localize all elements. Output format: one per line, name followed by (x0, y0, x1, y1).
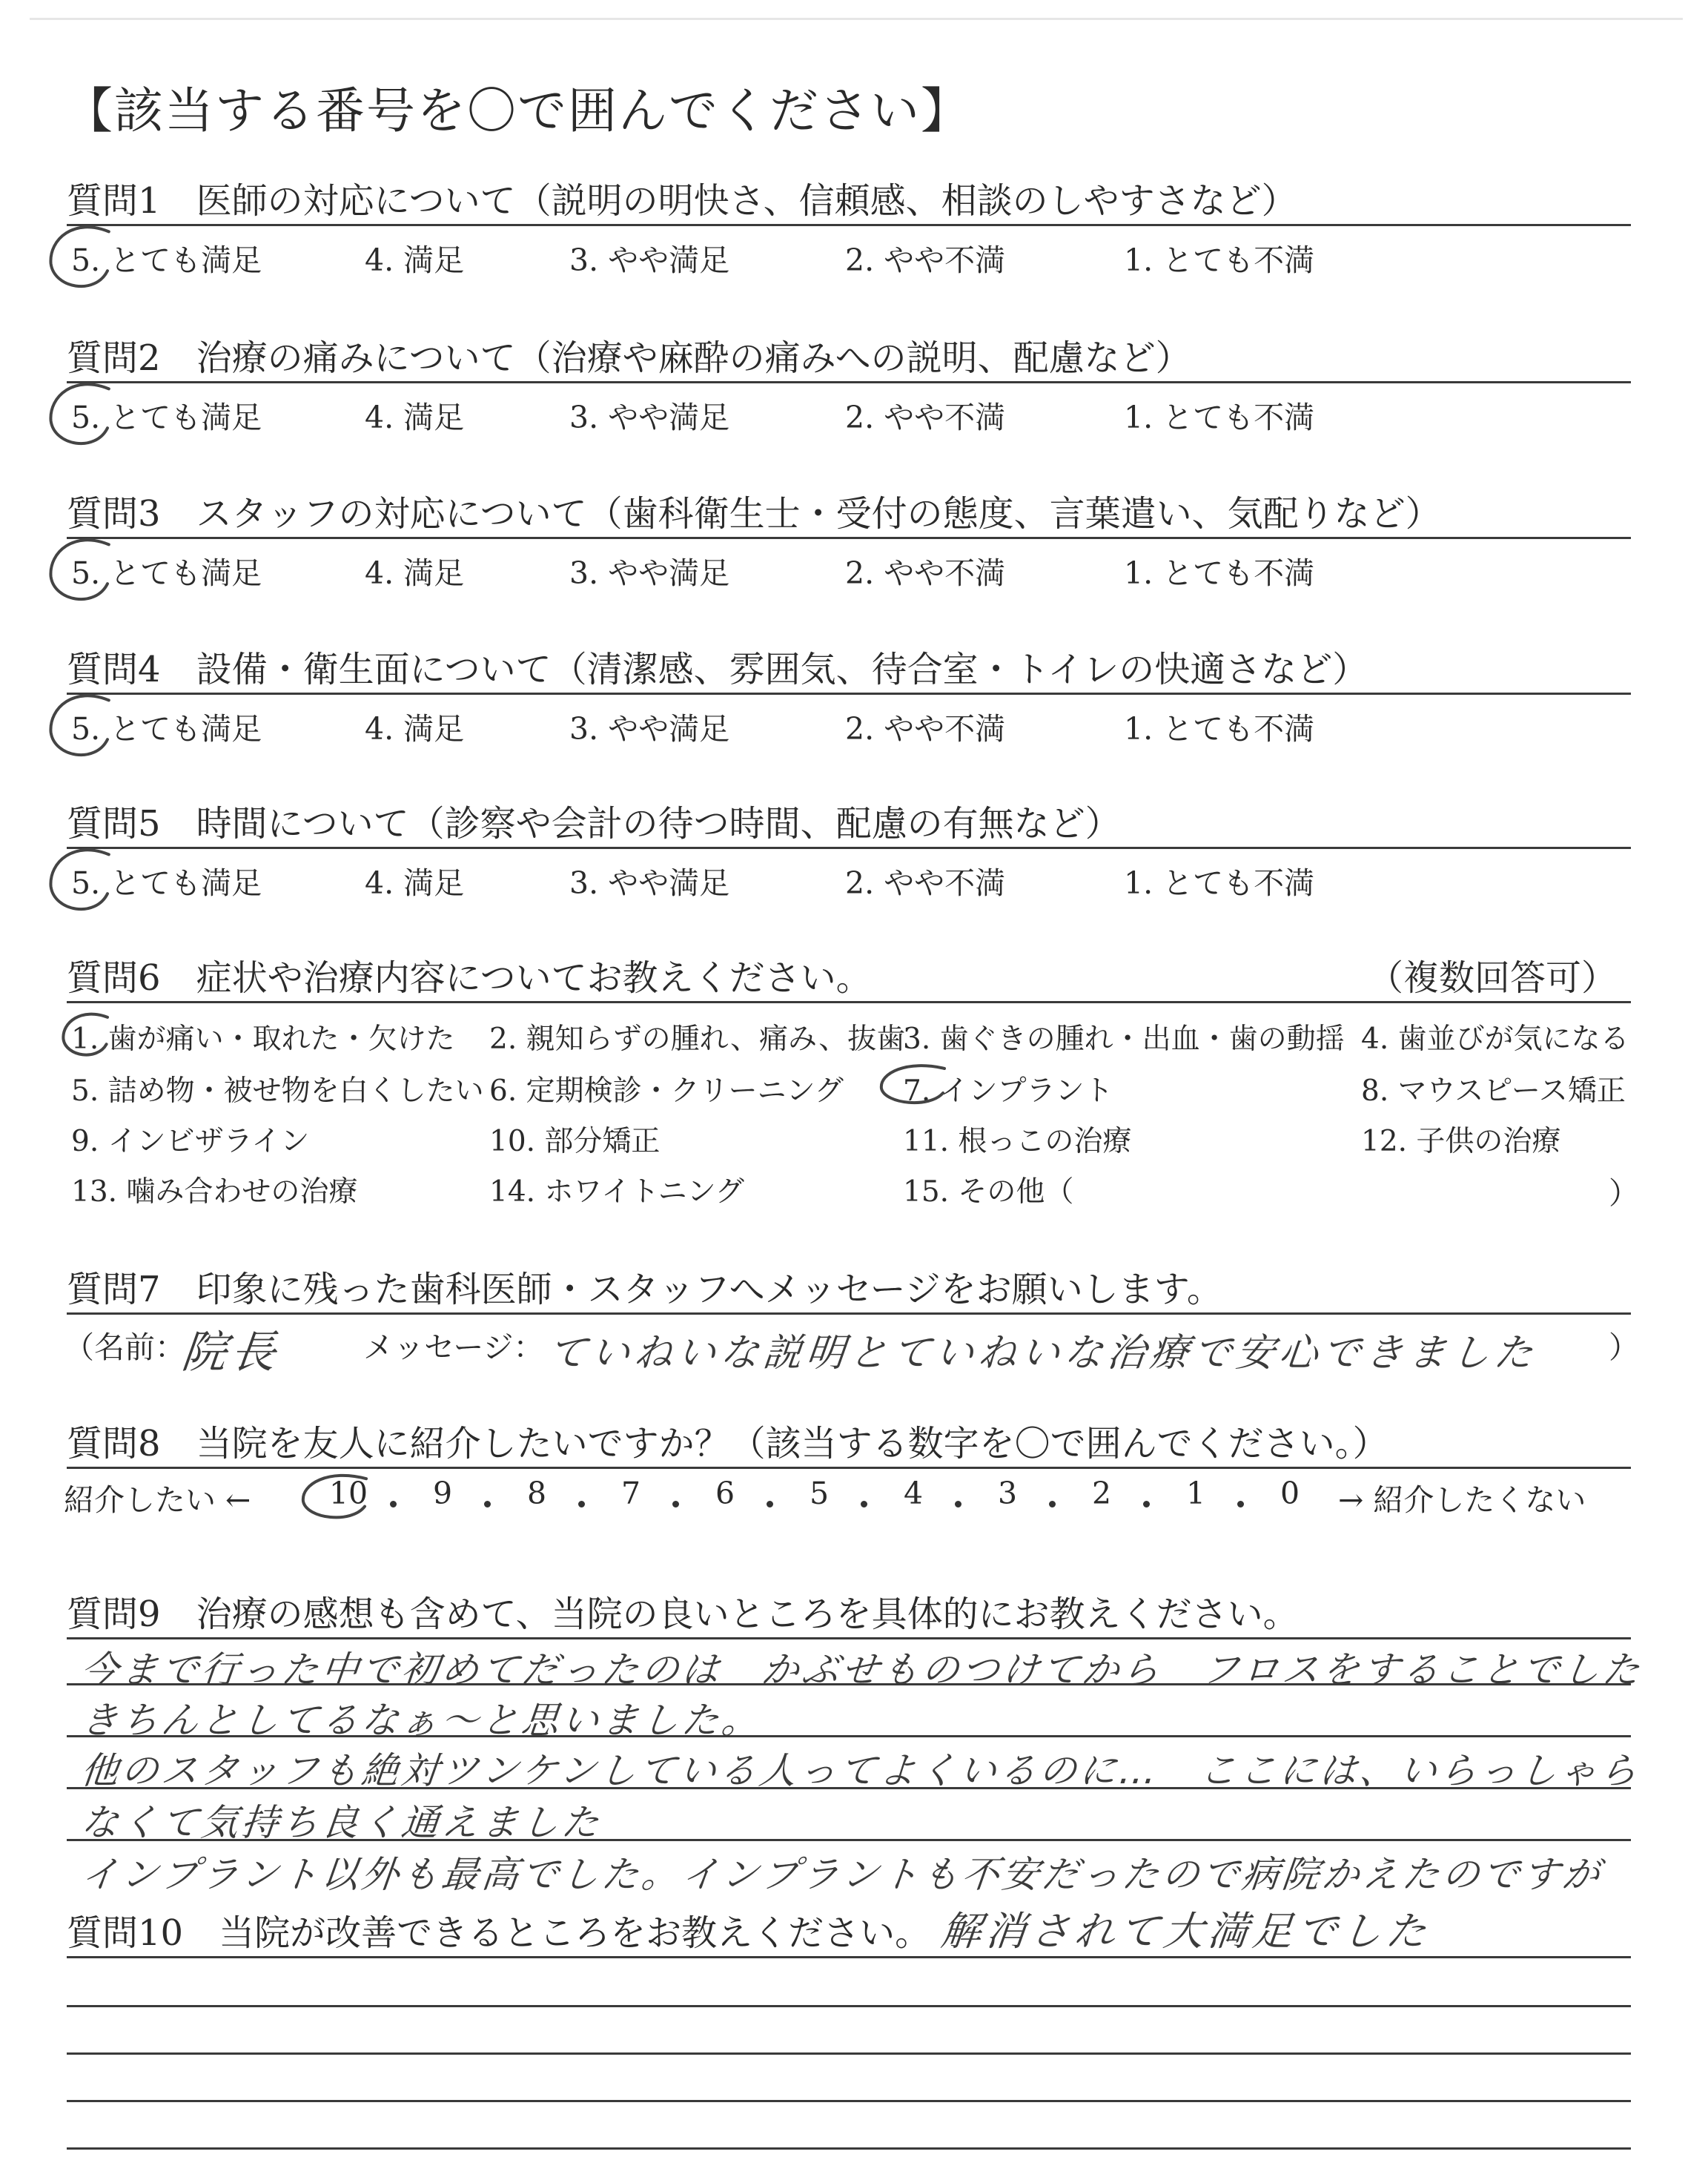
q8-score-5[interactable]: 5 (809, 1476, 830, 1511)
q6-option-4[interactable]: 4. 歯並びが気になる (1361, 1023, 1629, 1056)
q9-text: 治療の感想も含めて、当院の良いところを具体的にお教えください。 (196, 1593, 1299, 1635)
q5-option-2[interactable]: 2. やや不満 (845, 865, 1006, 901)
q5-label: 質問5 (67, 803, 161, 845)
q7-name-label: （名前： (64, 1330, 185, 1365)
q8-score-7[interactable]: 7 (620, 1476, 641, 1511)
q5-option-5[interactable]: 5. とても満足 (71, 865, 262, 901)
q4-option-2[interactable]: 2. やや不満 (845, 711, 1006, 747)
q4-text: 設備・衛生面について（清潔感、雰囲気、待合室・トイレの快適さなど） (196, 649, 1368, 690)
q8-rule (67, 1467, 1631, 1469)
q3-option-5[interactable]: 5. とても満足 (71, 555, 262, 591)
q1-option-3[interactable]: 3. やや満足 (569, 242, 730, 278)
q10-answer-rule (67, 2100, 1631, 2102)
q5-option-4[interactable]: 4. 満足 (365, 865, 465, 901)
q8-separator-dot (955, 1501, 961, 1507)
q8-separator-dot (672, 1501, 679, 1507)
q5-heading (67, 795, 1121, 846)
q10-label: 質問10 (67, 1912, 184, 1954)
q3-option-3[interactable]: 3. やや満足 (569, 555, 730, 591)
q10-answer-rule (67, 2052, 1631, 2055)
q2-option-4[interactable]: 4. 満足 (365, 400, 465, 435)
q6-text: 症状や治療内容についてお教えください。 (196, 957, 872, 999)
q2-label: 質問2 (67, 337, 161, 379)
q2-rule (67, 381, 1631, 383)
q6-option-3[interactable]: 3. 歯ぐきの腫れ・出血・歯の動揺 (903, 1023, 1345, 1056)
q7-heading (67, 1261, 1222, 1312)
q3-label: 質問3 (67, 493, 161, 535)
q6-option-12[interactable]: 12. 子供の治療 (1361, 1125, 1561, 1158)
q8-separator-dot (861, 1501, 867, 1507)
q6-option-5[interactable]: 5. 詰め物・被せ物を白くしたい (71, 1074, 484, 1108)
q7-message-label: メッセージ： (363, 1330, 544, 1365)
q4-heading (67, 641, 1368, 692)
q6-option-14[interactable]: 14. ホワイトニング (489, 1175, 744, 1209)
q1-rule (67, 224, 1631, 226)
q4-option-1[interactable]: 1. とても不満 (1124, 711, 1315, 747)
q10-heading (67, 1904, 930, 1955)
q5-text: 時間について（診察や会計の待つ時間、配慮の有無など） (196, 803, 1121, 845)
q8-score-10[interactable]: 10 (328, 1476, 368, 1511)
q6-option-7[interactable]: 7. インプラント (903, 1074, 1113, 1108)
q8-separator-dot (767, 1501, 773, 1507)
q8-text: 当院を友人に紹介したいですか？（該当する数字を〇で囲んでください。） (196, 1423, 1388, 1464)
q5-rule (67, 847, 1631, 849)
q8-score-4[interactable]: 4 (903, 1476, 924, 1511)
q1-option-2[interactable]: 2. やや不満 (845, 242, 1006, 278)
q6-option-10[interactable]: 10. 部分矯正 (489, 1125, 661, 1158)
q6-option-1[interactable]: 1. 歯が痛い・取れた・欠けた (71, 1023, 455, 1056)
q9-label: 質問9 (67, 1593, 161, 1635)
q4-label: 質問4 (67, 649, 161, 690)
q6-option-2[interactable]: 2. 親知らずの腫れ、痛み、抜歯 (489, 1023, 906, 1056)
q8-score-8[interactable]: 8 (526, 1476, 547, 1511)
q7-label: 質問7 (67, 1269, 161, 1310)
q3-option-4[interactable]: 4. 満足 (365, 555, 465, 591)
q10-answer-rule (67, 2147, 1631, 2150)
q9-answer-line[interactable]: 今まで行った中で初めてだったのは かぶせものつけてから フロスをすることでした (79, 1648, 1645, 1691)
q7-name-value[interactable]: 院長 (179, 1327, 283, 1378)
q7-close-paren: ） (1609, 1330, 1639, 1365)
q6-option-9[interactable]: 9. インビザライン (71, 1125, 310, 1158)
q3-heading (67, 485, 1441, 536)
q6-option-6[interactable]: 6. 定期検診・クリーニング (489, 1074, 844, 1108)
q1-option-5[interactable]: 5. とても満足 (71, 242, 262, 278)
q8-score-6[interactable]: 6 (715, 1476, 735, 1511)
q8-right-label: → 紹介したくない (1338, 1482, 1586, 1518)
q6-option-13[interactable]: 13. 噛み合わせの治療 (71, 1175, 358, 1209)
q6-note: （複数回答可） (1368, 957, 1618, 999)
q1-label: 質問1 (67, 180, 161, 222)
q5-option-1[interactable]: 1. とても不満 (1124, 865, 1315, 901)
q8-separator-dot (1049, 1501, 1056, 1507)
q8-separator-dot (484, 1501, 491, 1507)
q6-heading (67, 949, 872, 1000)
q10-answer-rule (67, 2005, 1631, 2007)
q9-answer-line[interactable]: 他のスタッフも絶対ツンケンしている人ってよくいるのに… ここには、いらっしゃら (79, 1749, 1643, 1792)
q8-score-9[interactable]: 9 (432, 1476, 453, 1511)
q9-answer-line[interactable]: なくて気持ち良く通えました (79, 1801, 604, 1844)
q6-option-11[interactable]: 11. 根っこの治療 (903, 1125, 1132, 1158)
q4-option-4[interactable]: 4. 満足 (365, 711, 465, 747)
q8-heading (67, 1415, 1388, 1466)
q6-rule (67, 1001, 1631, 1003)
q6-option-15[interactable]: 15. その他（ (903, 1175, 1074, 1209)
q3-option-2[interactable]: 2. やや不満 (845, 555, 1006, 591)
q8-separator-dot (390, 1501, 397, 1507)
q8-label: 質問8 (67, 1423, 161, 1464)
q2-option-2[interactable]: 2. やや不満 (845, 400, 1006, 435)
q1-option-4[interactable]: 4. 満足 (365, 242, 465, 278)
q6-label: 質問6 (67, 957, 161, 999)
q5-option-3[interactable]: 3. やや満足 (569, 865, 730, 901)
q7-text: 印象に残った歯科医師・スタッフへメッセージをお願いします。 (196, 1269, 1222, 1310)
q4-rule (67, 693, 1631, 695)
q10-answer[interactable]: 解消されて大満足でした (939, 1908, 1433, 1955)
q2-option-3[interactable]: 3. やや満足 (569, 400, 730, 435)
q1-heading (67, 172, 1297, 223)
q3-option-1[interactable]: 1. とても不満 (1124, 555, 1315, 591)
top-edge-line (30, 18, 1683, 20)
q8-score-0[interactable]: 0 (1280, 1476, 1300, 1511)
q3-rule (67, 537, 1631, 539)
q9-answer-rule (67, 1637, 1631, 1639)
q4-option-5[interactable]: 5. とても満足 (71, 711, 262, 747)
q8-score-1[interactable]: 1 (1185, 1476, 1206, 1511)
q8-left-label: 紹介したい ← (64, 1482, 251, 1518)
q2-text: 治療の痛みについて（治療や麻酔の痛みへの説明、配慮など） (196, 337, 1191, 379)
q8-separator-dot (1143, 1501, 1150, 1507)
q10-answer-rule (67, 1956, 1631, 1958)
q9-answer-line[interactable]: インプラント以外も最高でした。インプラントも不安だったので病院かえたのですが (79, 1853, 1605, 1896)
q6-option-8[interactable]: 8. マウスピース矯正 (1361, 1074, 1626, 1108)
q7-message-value[interactable]: ていねいな説明とていねいな治療で安心できました (546, 1331, 1540, 1375)
q4-option-3[interactable]: 3. やや満足 (569, 711, 730, 747)
q8-separator-dot (1237, 1501, 1244, 1507)
q8-score-2[interactable]: 2 (1091, 1476, 1112, 1511)
q2-option-5[interactable]: 5. とても満足 (71, 400, 262, 435)
q2-heading (67, 329, 1191, 380)
q2-option-1[interactable]: 1. とても不満 (1124, 400, 1315, 435)
q1-text: 医師の対応について（説明の明快さ、信頼感、相談のしやすさなど） (196, 180, 1297, 222)
q3-text: スタッフの対応について（歯科衛生士・受付の態度、言葉遣い、気配りなど） (196, 493, 1441, 535)
q7-rule (67, 1312, 1631, 1315)
q10-text: 当院が改善できるところをお教えください。 (219, 1912, 931, 1954)
q9-answer-line[interactable]: きちんとしてるなぁ〜と思いました。 (79, 1699, 764, 1742)
q8-separator-dot (578, 1501, 585, 1507)
q6-close-paren: ） (1609, 1175, 1639, 1211)
page-title: 【該当する番号を〇で囲んでください】 (64, 82, 971, 139)
q1-option-1[interactable]: 1. とても不満 (1124, 242, 1315, 278)
q8-score-3[interactable]: 3 (997, 1476, 1018, 1511)
q9-heading (67, 1585, 1299, 1636)
